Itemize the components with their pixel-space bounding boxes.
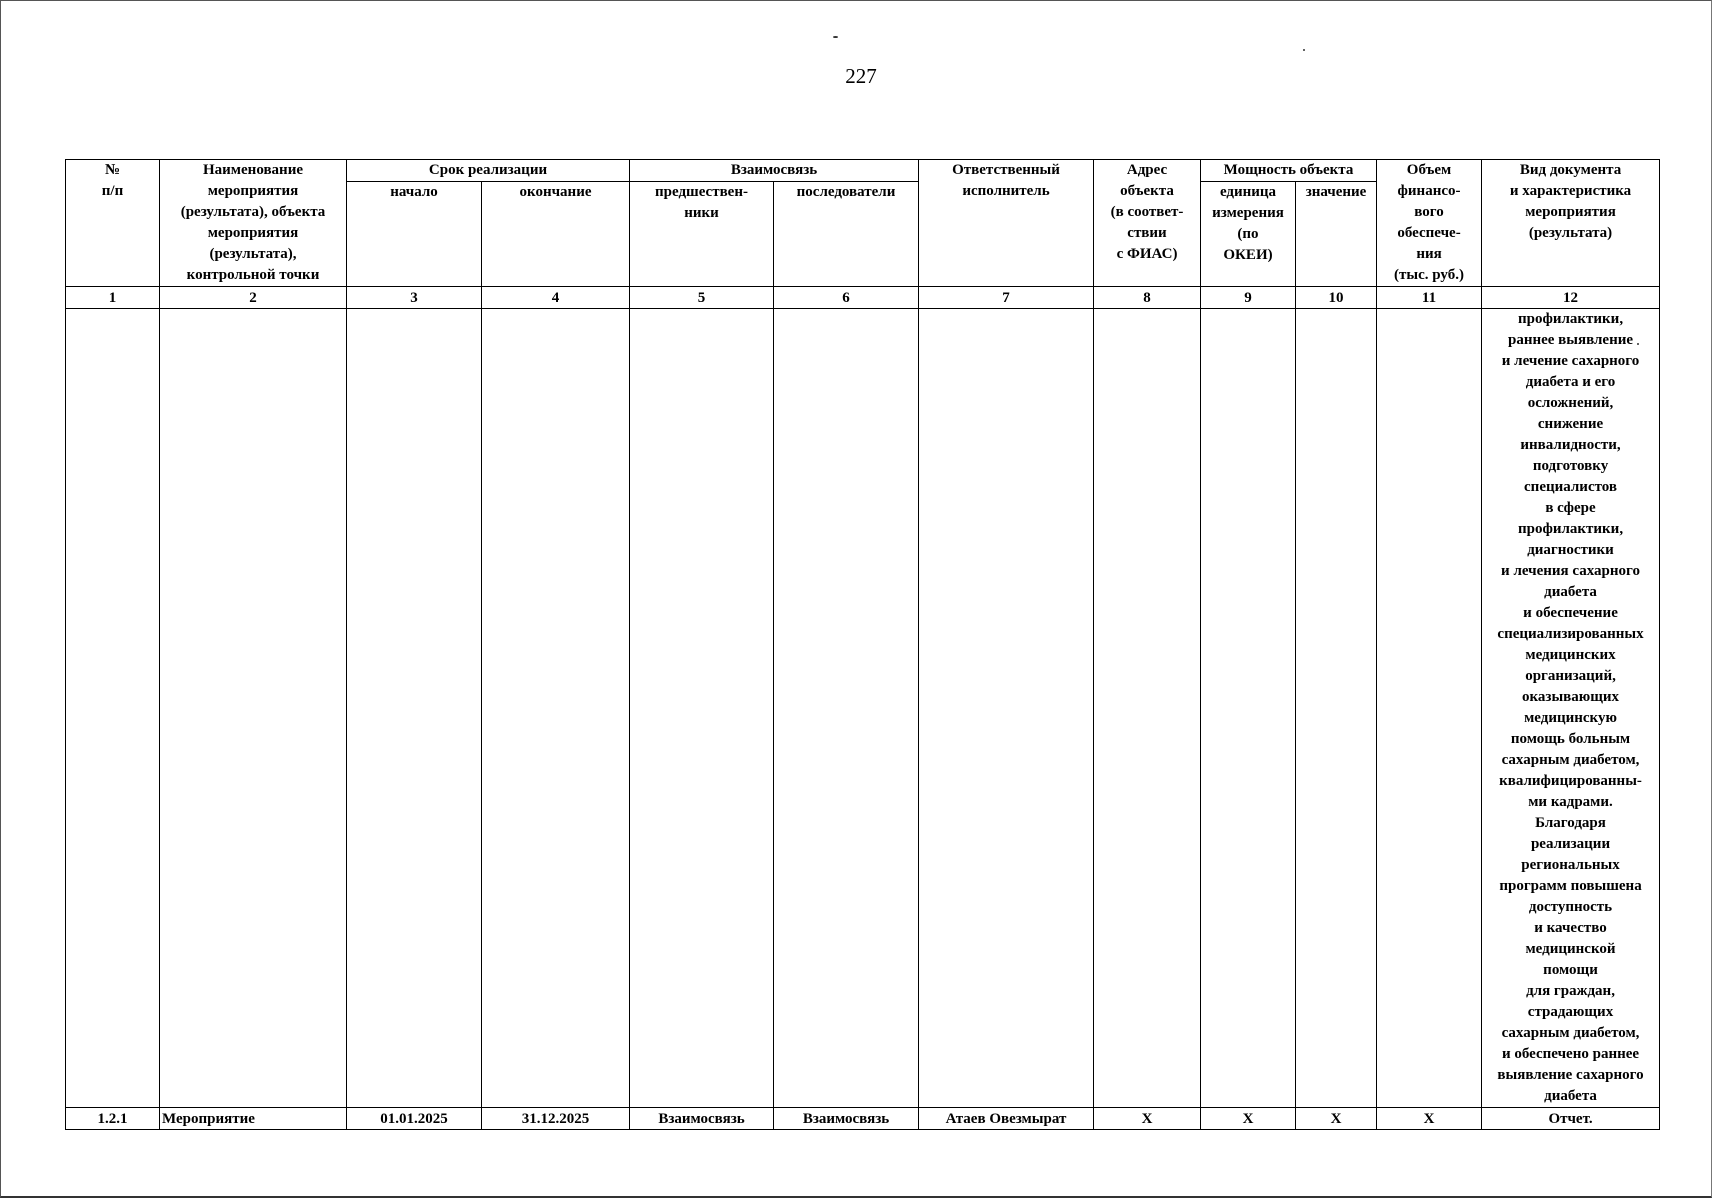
doc-description-line: медицинскую <box>1524 710 1617 726</box>
header-finance: Объем финансо- вого обеспече- ния (тыс. руб.) <box>1377 160 1482 287</box>
row-responsible: Атаев Овезмырат <box>919 1108 1094 1130</box>
doc-description-line: профилактики, <box>1517 311 1624 327</box>
header-capacity-value: значение <box>1296 182 1377 287</box>
row-name: Мероприятие <box>160 1108 347 1130</box>
empty-cell <box>774 309 919 1108</box>
empty-cell <box>1094 309 1201 1108</box>
empty-cell <box>1377 309 1482 1108</box>
header-row-1 <box>66 160 1660 182</box>
doc-description-line: для граждан, <box>1526 983 1615 999</box>
row-number: 1.2.1 <box>66 1108 160 1130</box>
doc-description-line: подготовку <box>1532 458 1609 474</box>
doc-description-line: помощь больным <box>1510 731 1631 747</box>
empty-cell <box>482 309 630 1108</box>
empty-cell <box>919 309 1094 1108</box>
row-start-date: 01.01.2025 <box>347 1108 482 1130</box>
activities-table <box>65 159 1660 1130</box>
header-name: Наименование мероприятия (результата), объекта мероприятия (результата), контрольной точки <box>160 160 347 287</box>
doc-description-line: и качество <box>1534 920 1607 936</box>
row-doc: Отчет. <box>1482 1108 1660 1130</box>
empty-cell <box>160 309 347 1108</box>
doc-description-line: в сфере <box>1545 500 1596 516</box>
column-number: 11 <box>1377 287 1482 309</box>
header-term-start: начало <box>347 182 482 287</box>
empty-cell <box>1296 309 1377 1108</box>
doc-description-line: диабета <box>1544 1088 1597 1104</box>
doc-description-line: выявление сахарного <box>1497 1067 1644 1083</box>
doc-description-line: программ повышена <box>1499 878 1642 894</box>
doc-description-line: Благодаря <box>1535 815 1606 831</box>
header-address: Адрес объекта (в соответ- ствии с ФИАС) <box>1094 160 1201 287</box>
doc-description-line: раннее выявление <box>1507 332 1634 348</box>
doc-description-line: сахарным диабетом, <box>1501 1025 1640 1041</box>
column-number: 6 <box>774 287 919 309</box>
doc-description-line: медицинских <box>1525 647 1616 663</box>
doc-description-line: и обеспечение <box>1523 605 1618 621</box>
header-responsible: Ответственный исполнитель <box>919 160 1094 287</box>
doc-description-line: профилактики, <box>1517 521 1624 537</box>
header-num: № п/п <box>66 160 160 287</box>
header-link-succ: последователи <box>774 182 919 287</box>
row-address: Х <box>1094 1108 1201 1130</box>
doc-description-line: страдающих <box>1527 1004 1614 1020</box>
row-predecessors: Взаимосвязь <box>630 1108 774 1130</box>
doc-description-line: медицинской <box>1525 941 1616 957</box>
doc-description-line: оказывающих <box>1522 689 1620 705</box>
doc-description-line: квалифицированны- <box>1499 773 1642 789</box>
column-number: 8 <box>1094 287 1201 309</box>
doc-description-line: ми кадрами. <box>1528 794 1613 810</box>
doc-description-line: реализации <box>1530 836 1611 852</box>
row-value: Х <box>1296 1108 1377 1130</box>
header-capacity: Мощность объекта <box>1201 160 1377 182</box>
scan-speck <box>1303 49 1305 51</box>
column-number: 9 <box>1201 287 1296 309</box>
header-doc-kind: Вид документа и характеристика мероприятия (результата) <box>1482 160 1660 287</box>
doc-description-line: сахарным диабетом, <box>1501 752 1640 768</box>
page-number: 227 <box>845 64 877 88</box>
header-link: Взаимосвязь <box>630 160 919 182</box>
empty-cell <box>1201 309 1296 1108</box>
doc-description-line: организаций, <box>1525 668 1616 684</box>
empty-cell <box>630 309 774 1108</box>
column-number: 2 <box>160 287 347 309</box>
column-numbers-row <box>66 287 1660 309</box>
column-number: 12 <box>1482 287 1660 309</box>
doc-description-line: осложнений, <box>1527 395 1614 411</box>
row-successors: Взаимосвязь <box>774 1108 919 1130</box>
scan-speck <box>833 36 838 38</box>
doc-description-line: диабета и его <box>1525 374 1616 390</box>
empty-cell <box>347 309 482 1108</box>
header-term: Срок реализации <box>347 160 630 182</box>
row-end-date: 31.12.2025 <box>482 1108 630 1130</box>
doc-description-line: и лечения сахарного <box>1501 563 1640 579</box>
column-number: 4 <box>482 287 630 309</box>
header-link-pred: предшествен- ники <box>630 182 774 287</box>
column-number: 10 <box>1296 287 1377 309</box>
column-number: 7 <box>919 287 1094 309</box>
doc-description-line: помощи <box>1543 962 1598 978</box>
doc-description-cell <box>1482 309 1660 1108</box>
doc-description-line: снижение <box>1537 416 1604 432</box>
column-number: 1 <box>66 287 160 309</box>
doc-description-line: доступность <box>1528 899 1613 915</box>
doc-description-line: диагностики <box>1527 542 1614 558</box>
row-unit: Х <box>1201 1108 1296 1130</box>
table-row <box>66 1108 1660 1130</box>
doc-description-line: специализированных <box>1497 626 1644 642</box>
header-term-end: окончание <box>482 182 630 287</box>
doc-description-line: и обеспечено раннее <box>1501 1046 1640 1062</box>
empty-cell <box>66 309 160 1108</box>
column-number: 5 <box>630 287 774 309</box>
doc-description-line: инвалидности, <box>1520 437 1621 453</box>
header-capacity-unit: единица измерения (по ОКЕИ) <box>1201 182 1296 287</box>
doc-description-line: региональных <box>1521 857 1620 873</box>
continuation-row <box>66 309 1660 1108</box>
doc-description-line: диабета <box>1544 584 1597 600</box>
column-number: 3 <box>347 287 482 309</box>
row-finance: Х <box>1377 1108 1482 1130</box>
doc-description-line: и лечение сахарного <box>1501 353 1640 369</box>
doc-description-line: специалистов <box>1524 479 1618 495</box>
